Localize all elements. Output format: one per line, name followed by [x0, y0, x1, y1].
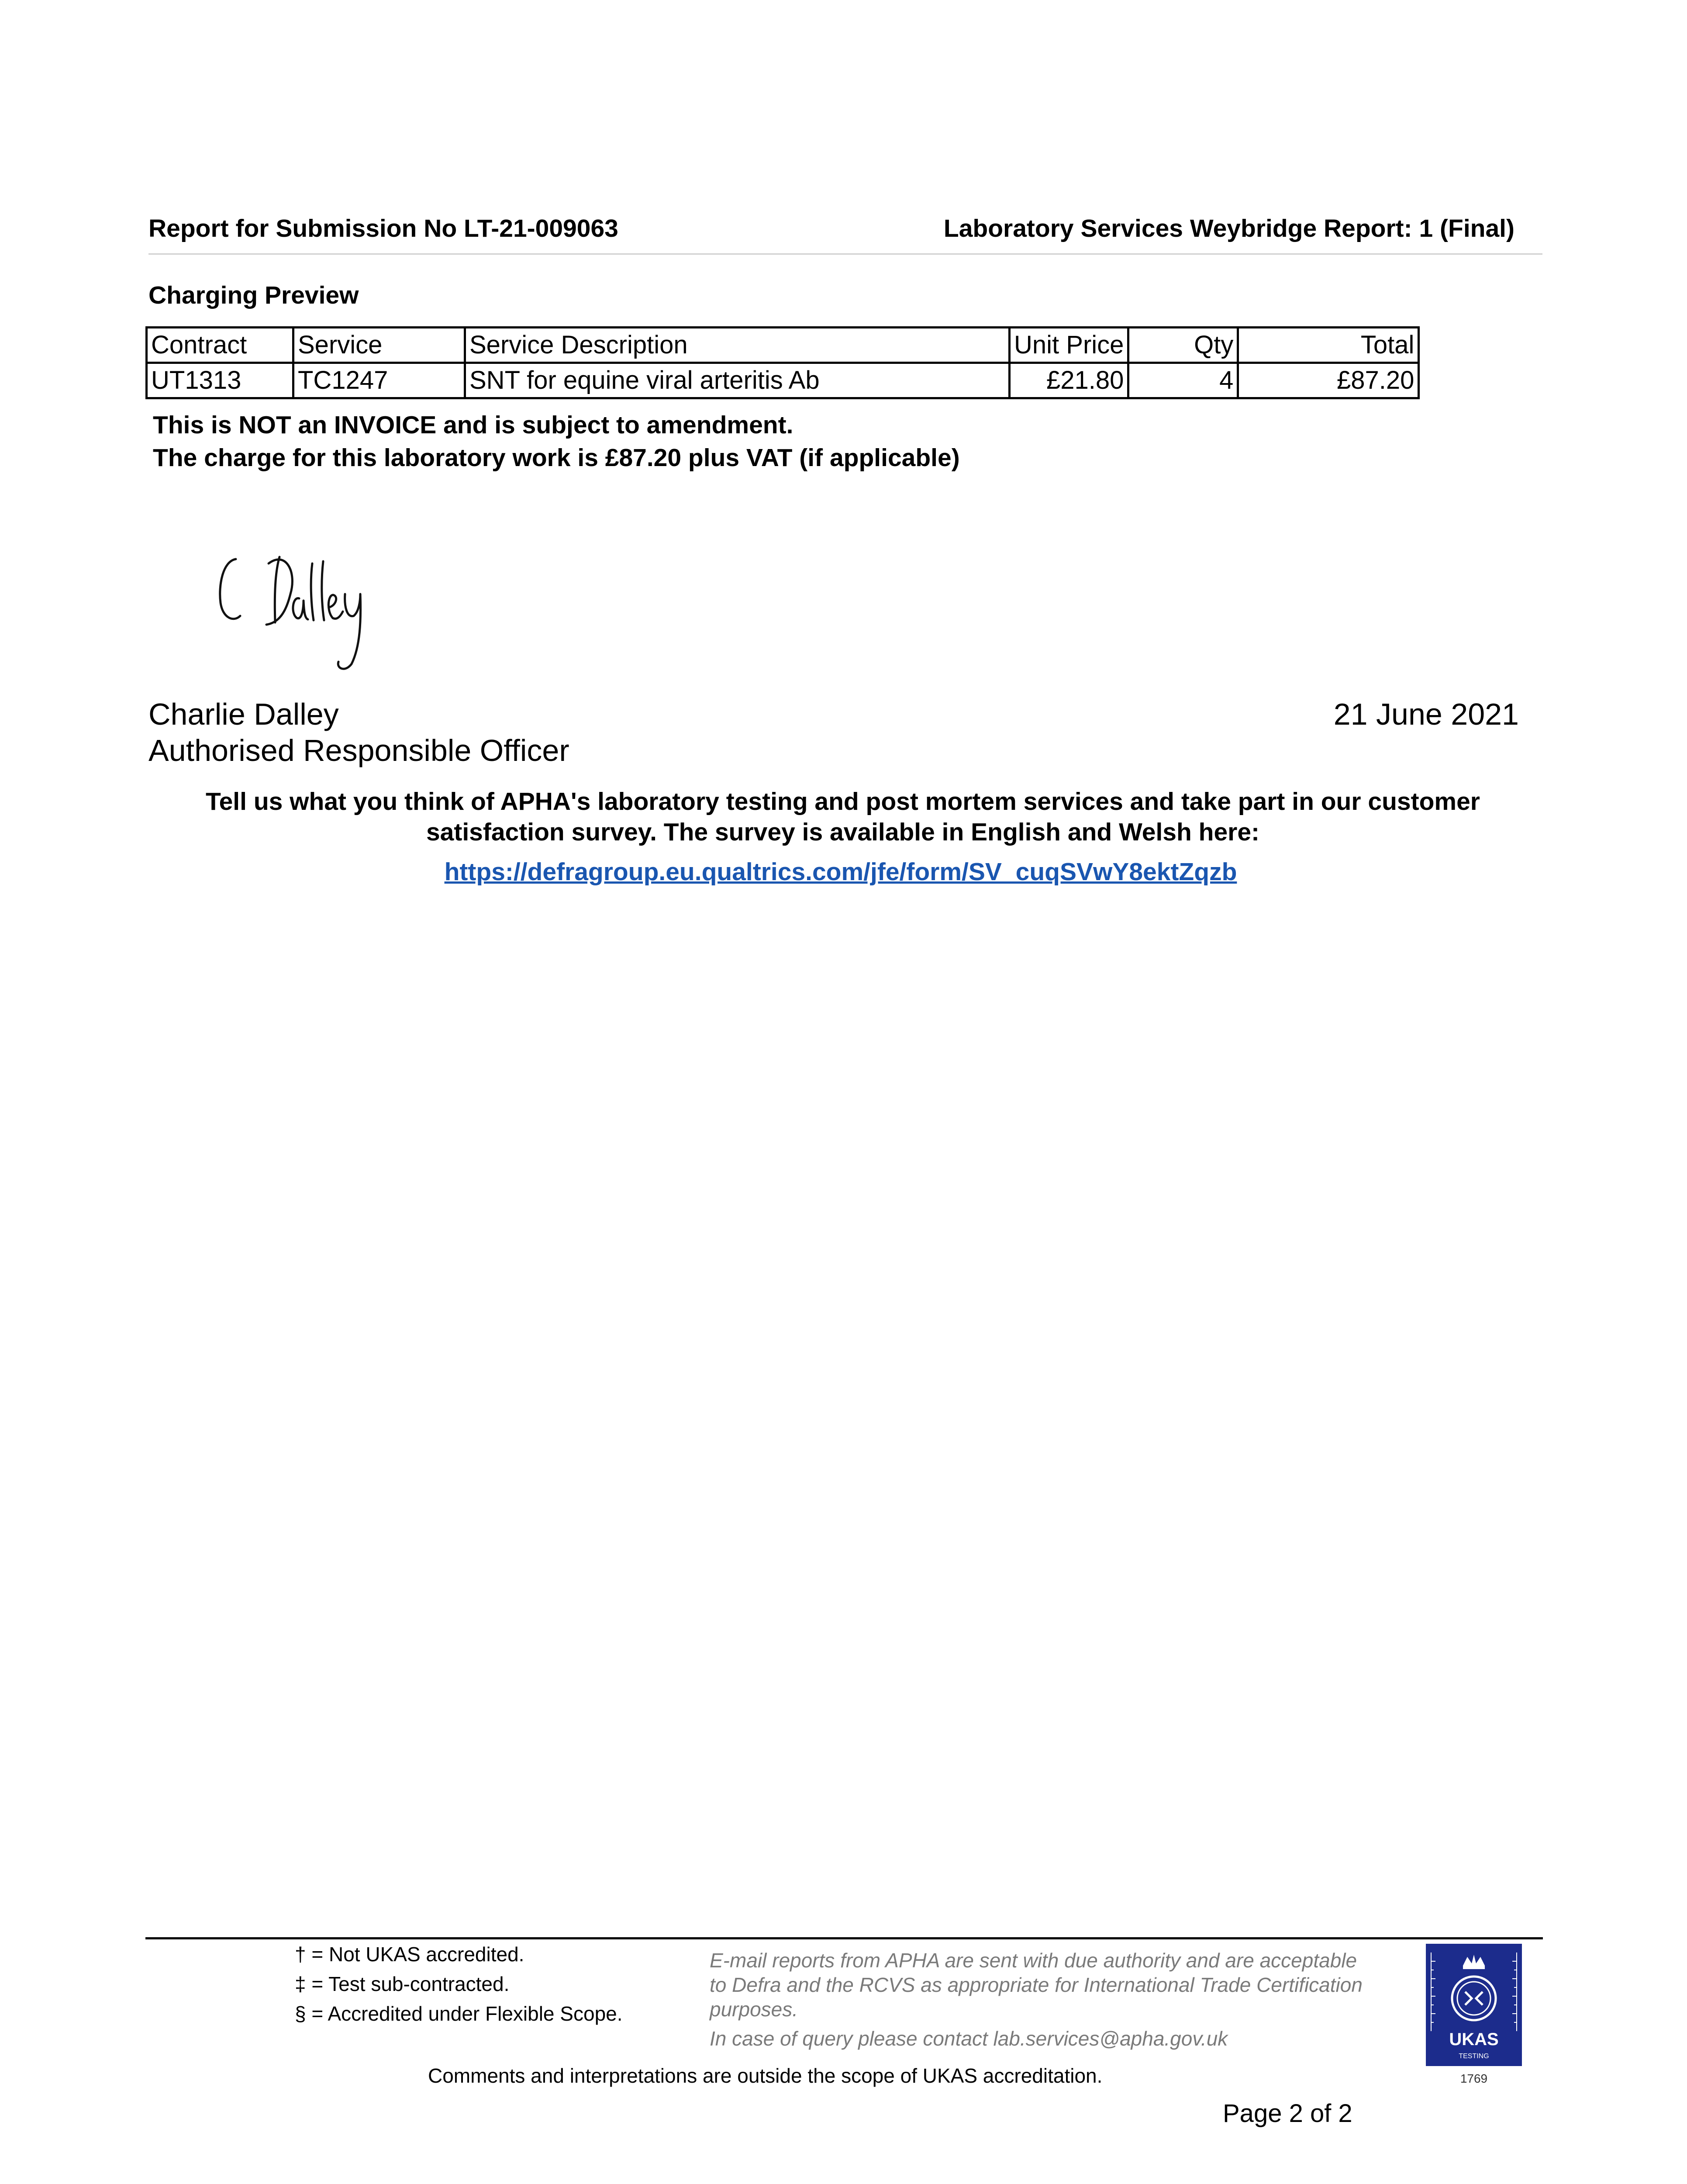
footer-divider	[145, 1937, 1543, 1939]
ukas-logo-icon	[1426, 1944, 1522, 2088]
column-header-qty: Qty	[1128, 328, 1238, 363]
column-header-description: Service Description	[465, 328, 1010, 363]
column-header-contract: Contract	[147, 328, 293, 363]
legend-not-accredited: † = Not UKAS accredited.	[295, 1943, 524, 1966]
report-date: 21 June 2021	[1333, 697, 1519, 731]
cell-qty: 4	[1128, 363, 1238, 398]
charging-table	[145, 326, 1420, 399]
cell-total: £87.20	[1238, 363, 1419, 398]
cell-unit-price: £21.80	[1010, 363, 1128, 398]
handwritten-signature	[210, 546, 393, 686]
table-header-row	[147, 328, 1419, 363]
ukas-number: 1769	[1460, 2072, 1488, 2085]
ukas-scope-note: Comments and interpretations are outside the scope of UKAS accreditation.	[428, 2064, 1103, 2087]
contact-note: In case of query please contact lab.services@apha.gov.uk	[710, 2027, 1228, 2050]
email-disclaimer: E-mail reports from APHA are sent with due authority and are acceptable to Defra and the RCVS as appropriate for International Trade Certification purposes.	[710, 1949, 1363, 2021]
column-header-total: Total	[1238, 328, 1419, 363]
ukas-logo-text: UKAS	[1449, 2030, 1499, 2049]
page-number: Page 2 of 2	[1223, 2099, 1352, 2128]
report-title: Laboratory Services Weybridge Report: 1 (Final)	[943, 214, 1515, 242]
survey-link[interactable]: https://defragroup.eu.qualtrics.com/jfe/form/SV_cuqSVwY8ektZqzb	[444, 858, 1237, 886]
legend-flexible-scope: § = Accredited under Flexible Scope.	[295, 2002, 623, 2025]
submission-number: Report for Submission No LT-21-009063	[148, 214, 618, 242]
cell-contract: UT1313	[147, 363, 293, 398]
officer-role: Authorised Responsible Officer	[148, 733, 569, 767]
officer-name: Charlie Dalley	[148, 697, 339, 731]
not-invoice-notice: This is NOT an INVOICE and is subject to amendment.	[153, 411, 793, 439]
cell-service: TC1247	[293, 363, 465, 398]
header-divider	[148, 253, 1542, 255]
table-row	[147, 363, 1419, 398]
legend-sub-contracted: ‡ = Test sub-contracted.	[295, 1973, 510, 1995]
column-header-service: Service	[293, 328, 465, 363]
charge-summary: The charge for this laboratory work is £87.20 plus VAT (if applicable)	[153, 444, 960, 472]
column-header-unit-price: Unit Price	[1010, 328, 1128, 363]
cell-description: SNT for equine viral arteritis Ab	[465, 363, 1010, 398]
ukas-logo-subtext: TESTING	[1459, 2053, 1489, 2060]
charging-preview-title: Charging Preview	[148, 281, 359, 309]
survey-invitation: Tell us what you think of APHA's laboratory testing and post mortem services and take part in our customer satisfaction survey. The survey is available in English and Welsh here:	[206, 788, 1480, 846]
